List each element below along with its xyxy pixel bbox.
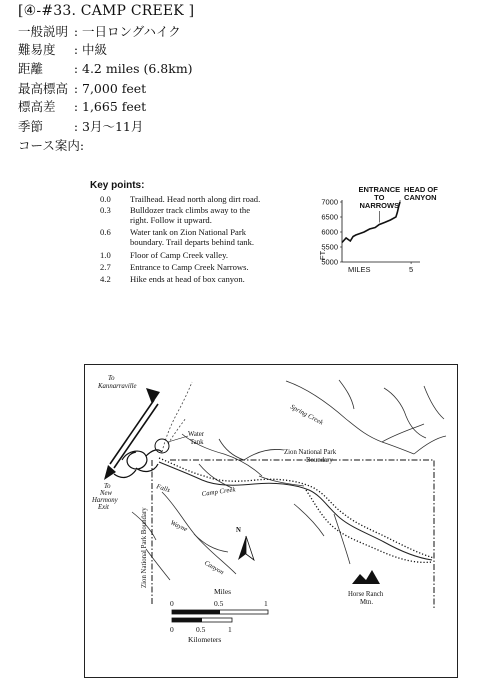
dirt-road xyxy=(162,382,192,452)
scale-km-label: Kilometers xyxy=(188,635,222,644)
label-horse-ranch: Horse Ranch xyxy=(348,591,384,598)
y-axis-label: FT. xyxy=(318,249,327,260)
label-wayne: Wayne xyxy=(169,519,189,534)
info-row-course-guide: コース案内: xyxy=(18,138,85,153)
creek-tributary xyxy=(334,514,350,564)
annotation-label: NARROWS xyxy=(359,201,400,210)
key-point-item xyxy=(100,262,310,272)
label-to: To xyxy=(104,483,111,490)
info-value: 7,000 feet xyxy=(82,81,147,96)
scale-miles-label: Miles xyxy=(214,587,232,596)
scale-km-tick: 0.5 xyxy=(196,625,206,634)
key-point-mile: 0.6 xyxy=(100,227,111,237)
label-spring-creek: Spring Creek xyxy=(289,403,324,427)
road-interchange xyxy=(114,450,162,478)
label-kannarraville: Kannarraville xyxy=(98,383,137,390)
info-row-distance: 距離 : 4.2 miles (6.8km) xyxy=(18,61,193,76)
road-arrow-north xyxy=(146,388,160,404)
info-row-description: 一般説明 : 一日ロングハイク xyxy=(18,24,181,39)
info-label: 距離 xyxy=(18,61,44,76)
key-point-text: Bulldozer track climbs away to the right. Follow it upward. xyxy=(130,205,251,226)
label-tank: Tank xyxy=(190,439,204,446)
label-mtn: Mtn. xyxy=(360,599,374,606)
creek-tributary xyxy=(244,449,284,460)
label-harmony: Harmony xyxy=(92,497,118,504)
info-value: 4.2 miles (6.8km) xyxy=(82,61,193,76)
annotation-label: CANYON xyxy=(404,193,437,202)
info-row-max-elevation: 最高標高 : 7,000 feet xyxy=(18,81,147,96)
x-axis-label: MILES xyxy=(348,265,371,274)
info-value: 一日ロングハイク xyxy=(82,24,181,39)
scale-km-bar xyxy=(172,618,232,622)
label-to: To xyxy=(108,375,115,382)
key-point-mile: 1.0 xyxy=(100,250,111,260)
scale-miles-bar xyxy=(172,610,268,614)
x-tick-label: 5 xyxy=(409,265,414,274)
annotation-label: HEAD OF xyxy=(404,185,438,194)
info-label: 最高標高 xyxy=(18,81,69,96)
info-label: 標高差 xyxy=(18,99,56,114)
north-arrow xyxy=(238,536,254,560)
label-new: New xyxy=(100,490,113,497)
y-tick-label: 5500 xyxy=(321,242,338,252)
road-kannarraville xyxy=(104,388,160,480)
label-boundary: Boundary xyxy=(306,457,333,464)
creek-tributary xyxy=(414,436,446,454)
elevation-annotations xyxy=(358,185,438,223)
trail-map xyxy=(84,364,458,678)
key-points-title: Key points: xyxy=(90,180,145,191)
label-canyon: Canyon xyxy=(203,559,225,577)
key-point-item xyxy=(100,227,310,248)
label-park-boundary: Zion National Park xyxy=(284,449,337,456)
label-park-boundary-west: Zion National Park Boundary xyxy=(141,507,148,588)
label-water: Water xyxy=(188,431,205,438)
creek-tributary xyxy=(424,386,444,419)
creek-tributary xyxy=(339,380,354,409)
key-point-text: Trailhead. Head north along dirt road. xyxy=(130,194,261,204)
creek-tributary xyxy=(384,388,426,438)
page-title: [④-#33. CAMP CREEK ] xyxy=(18,3,195,19)
mountain-icon xyxy=(352,570,380,584)
key-point-item xyxy=(100,194,310,204)
key-point-item xyxy=(100,274,310,284)
creek-tributary xyxy=(162,492,236,574)
info-row-season: 季節 : 3月～11月 xyxy=(18,119,144,134)
info-value: 3月～11月 xyxy=(82,119,144,134)
key-point-item xyxy=(100,205,310,226)
creek-tributary xyxy=(194,534,228,552)
info-label: 一般説明 xyxy=(18,24,69,39)
annotation-label: TO xyxy=(374,193,385,202)
y-tick-label: 6500 xyxy=(321,212,338,222)
scale-miles-tick: 0 xyxy=(170,599,174,608)
creek-tributary xyxy=(146,549,170,580)
y-tick-label: 6000 xyxy=(321,227,338,237)
creek-tributary xyxy=(259,476,304,486)
scale-miles-tick: 1 xyxy=(264,599,268,608)
scale-km-tick: 0 xyxy=(170,625,174,634)
dirt-road-branch xyxy=(168,418,186,444)
elevation-profile-chart xyxy=(306,180,456,295)
label-exit: Exit xyxy=(98,504,109,511)
info-label: 難易度 xyxy=(18,42,56,57)
key-point-mile: 2.7 xyxy=(100,262,111,272)
label-north: N xyxy=(236,527,241,534)
key-point-text: Water tank on Zion National Park boundary. Trail departs behind tank. xyxy=(130,227,255,248)
key-point-mile: 0.0 xyxy=(100,194,111,204)
creek-tributary xyxy=(294,504,324,536)
key-point-text: Hike ends at head of box canyon. xyxy=(130,274,245,284)
info-row-difficulty: 難易度 : 中級 xyxy=(18,42,108,57)
key-point-text: Floor of Camp Creek valley. xyxy=(130,250,229,260)
annotation-label: ENTRANCE xyxy=(358,185,401,194)
trail-path-lower xyxy=(306,490,432,562)
info-value: 中級 xyxy=(82,42,108,57)
y-tick-label: 5000 xyxy=(321,257,338,267)
key-point-text: Entrance to Camp Creek Narrows. xyxy=(130,262,249,272)
info-value: 1,665 feet xyxy=(82,99,147,114)
label-camp-creek: Camp Creek xyxy=(201,486,236,498)
camp-creek-path xyxy=(159,462,432,560)
key-point-item xyxy=(100,250,310,260)
info-label: コース案内 xyxy=(18,138,80,153)
y-tick-label: 7000 xyxy=(321,197,338,207)
info-label: 季節 xyxy=(18,119,44,134)
label-falls: Falls xyxy=(155,483,171,495)
scale-miles-tick: 0.5 xyxy=(214,599,224,608)
trail-path xyxy=(159,458,434,558)
key-point-mile: 0.3 xyxy=(100,205,111,215)
key-point-mile: 4.2 xyxy=(100,274,111,284)
info-row-elevation-gain: 標高差 : 1,665 feet xyxy=(18,99,147,114)
scale-km-tick: 1 xyxy=(228,625,232,634)
